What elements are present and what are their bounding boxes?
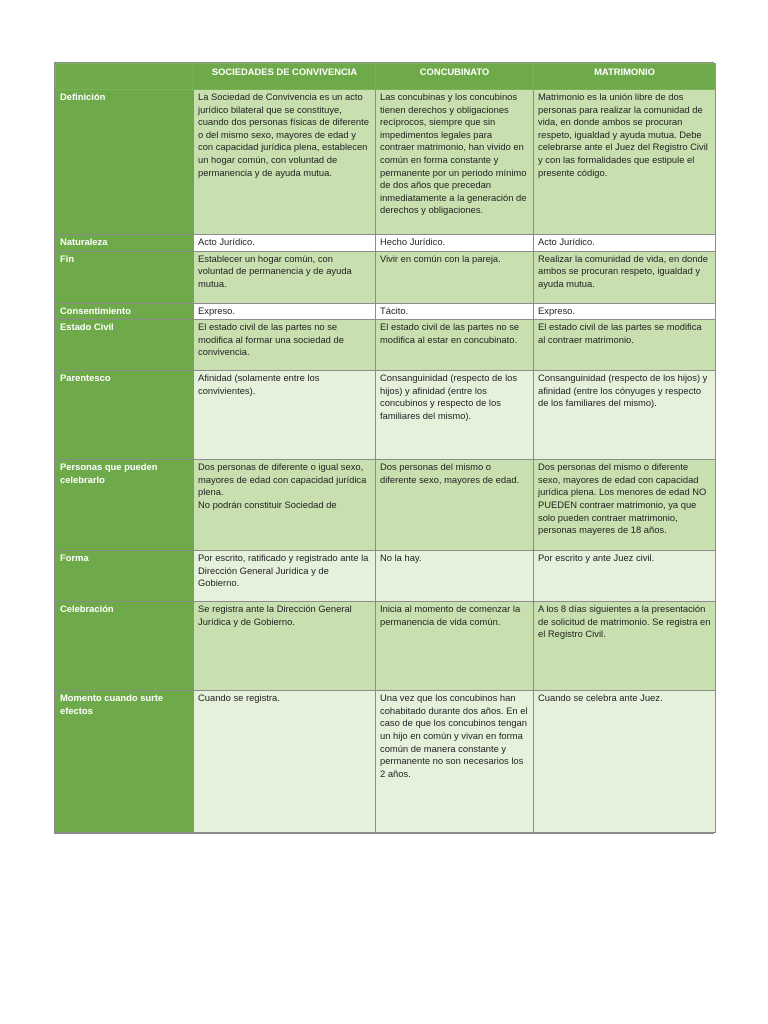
- cell-sociedades: Por escrito, ratificado y registrado ante la Dirección General Jurídica y de Gobierno.: [194, 551, 376, 602]
- cell-matrimonio: Matrimonio es la unión libre de dos personas para realizar la comunidad de vida, en donde ambos se procuran respeto, igualdad y ayuda mutua. Debe celebrarse ante el Juez del Registro Civil y con las formalidades que estipule el presente código.: [534, 90, 716, 235]
- cell-matrimonio: El estado civil de las partes se modifica al contraer matrimonio.: [534, 320, 716, 371]
- header-row: [56, 64, 716, 90]
- cell-sociedades: Cuando se registra.: [194, 691, 376, 833]
- row-estado-civil: [56, 320, 716, 371]
- header-matrimonio: MATRIMONIO: [534, 64, 716, 90]
- cell-sociedades: El estado civil de las partes no se modifica al formar una sociedad de convivencia.: [194, 320, 376, 371]
- row-label: Definición: [56, 90, 194, 235]
- row-celebracion: [56, 602, 716, 691]
- cell-concubinato: El estado civil de las partes no se modifica al estar en concubinato.: [376, 320, 534, 371]
- comparison-document: [54, 62, 714, 834]
- row-fin: [56, 251, 716, 303]
- cell-matrimonio: Consanguinidad (respecto de los hijos) y afinidad (entre los cónyuges y respecto de los familiares del mismo).: [534, 371, 716, 460]
- row-parentesco: [56, 371, 716, 460]
- cell-matrimonio: Cuando se celebra ante Juez.: [534, 691, 716, 833]
- cell-matrimonio: Realizar la comunidad de vida, en donde ambos se procuran respeto, igualdad y ayuda mutua.: [534, 251, 716, 303]
- cell-sociedades: Dos personas de diferente o igual sexo, mayores de edad con capacidad jurídica plena. No podrán constituir Sociedad de: [194, 460, 376, 551]
- cell-sociedades: La Sociedad de Convivencia es un acto jurídico bilateral que se constituye, cuando dos personas físicas de diferente o del mismo sexo, mayores de edad y con capacidad jurídica plena, establecen un hogar común, con voluntad de permanencia y de ayuda mutua.: [194, 90, 376, 235]
- row-label: Consentimiento: [56, 303, 194, 320]
- cell-matrimonio: A los 8 días siguientes a la presentación de solicitud de matrimonio. Se registra en el Registro Civil.: [534, 602, 716, 691]
- cell-concubinato: No la hay.: [376, 551, 534, 602]
- row-definicion: [56, 90, 716, 235]
- cell-sociedades: Establecer un hogar común, con voluntad de permanencia y de ayuda mutua.: [194, 251, 376, 303]
- cell-matrimonio: Expreso.: [534, 303, 716, 320]
- row-label: Parentesco: [56, 371, 194, 460]
- cell-concubinato: Las concubinas y los concubinos tienen derechos y obligaciones recíprocos, siempre que sin impedimentos legales para contraer matrimonio, han vivido en común en forma constante y permanente por un periodo mínimo de dos años que precedan inmediatamente a la generación de derechos y obligaciones.: [376, 90, 534, 235]
- row-label: Celebración: [56, 602, 194, 691]
- comparison-table: [55, 63, 716, 833]
- header-sociedades: SOCIEDADES DE CONVIVENCIA: [194, 64, 376, 90]
- row-label: Naturaleza: [56, 235, 194, 252]
- row-naturaleza: [56, 235, 716, 252]
- cell-concubinato: Consanguinidad (respecto de los hijos) y afinidad (entre los concubinos y respecto de los familiares del mismo).: [376, 371, 534, 460]
- row-label: Forma: [56, 551, 194, 602]
- row-momento: [56, 691, 716, 833]
- cell-concubinato: Hecho Jurídico.: [376, 235, 534, 252]
- row-label: Estado Civil: [56, 320, 194, 371]
- cell-sociedades: Acto Jurídico.: [194, 235, 376, 252]
- cell-concubinato: Vivir en común con la pareja.: [376, 251, 534, 303]
- cell-concubinato: Dos personas del mismo o diferente sexo, mayores de edad.: [376, 460, 534, 551]
- header-empty: [56, 64, 194, 90]
- row-label: Personas que pueden celebrarlo: [56, 460, 194, 551]
- row-label: Fin: [56, 251, 194, 303]
- row-label: Momento cuando surte efectos: [56, 691, 194, 833]
- cell-matrimonio: Por escrito y ante Juez civil.: [534, 551, 716, 602]
- cell-matrimonio: Acto Jurídico.: [534, 235, 716, 252]
- cell-matrimonio: Dos personas del mismo o diferente sexo, mayores de edad con capacidad jurídica plena. Los menores de edad NO PUEDEN contraer matrimonio, ya que solo pueden contraer matrimonio, personas mayeres de 18 años.: [534, 460, 716, 551]
- row-consentimiento: [56, 303, 716, 320]
- row-forma: [56, 551, 716, 602]
- cell-sociedades: Afinidad (solamente entre los convivientes).: [194, 371, 376, 460]
- header-concubinato: CONCUBINATO: [376, 64, 534, 90]
- cell-sociedades: Se registra ante la Dirección General Jurídica y de Gobierno.: [194, 602, 376, 691]
- cell-concubinato: Tácito.: [376, 303, 534, 320]
- row-personas: [56, 460, 716, 551]
- cell-concubinato: Inicia al momento de comenzar la permanencia de vida común.: [376, 602, 534, 691]
- cell-concubinato: Una vez que los concubinos han cohabitado durante dos años. En el caso de que los concubinos tengan un hijo en común y vivan en forma común de manera constante y permanente no son necesarios los 2 años.: [376, 691, 534, 833]
- cell-sociedades: Expreso.: [194, 303, 376, 320]
